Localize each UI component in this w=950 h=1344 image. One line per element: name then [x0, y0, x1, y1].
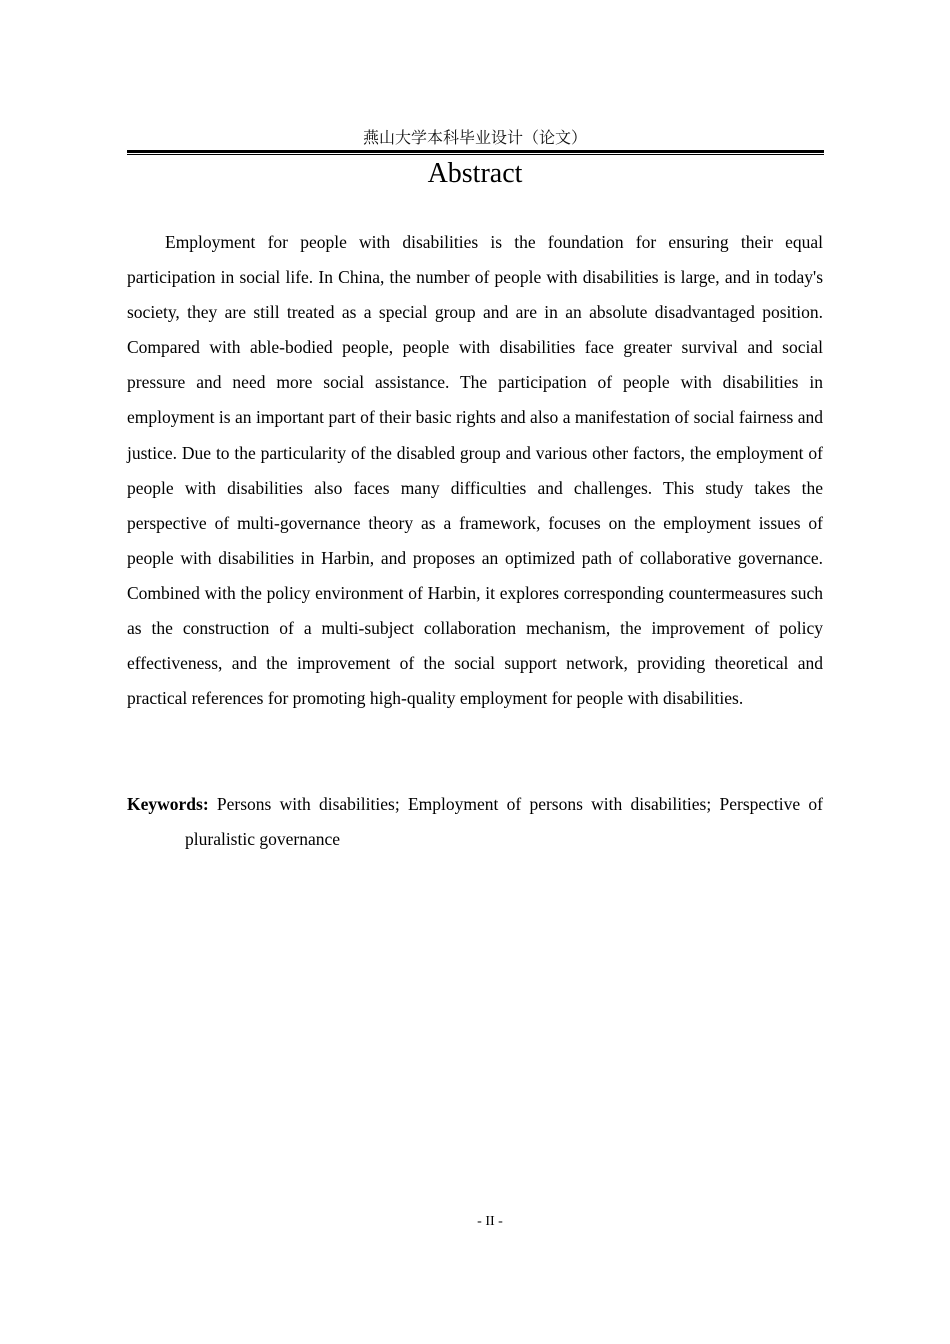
abstract-title: Abstract [427, 158, 523, 189]
keywords-text: Persons with disabilities; Employment of persons with disabilities; Perspective of pluralistic governance [185, 794, 823, 849]
page-number: - II - [477, 1214, 503, 1229]
keywords-line [127, 787, 823, 857]
keywords-label: Keywords: [127, 794, 209, 814]
running-header: 燕山大学本科毕业设计（论文） [362, 128, 587, 147]
header-rule-thick [127, 150, 824, 153]
abstract-paragraph: Employment for people with disabilities is the foundation for ensuring their equal participation in social life. In China, the number of people with disabilities is large, and in today's society, they are still treated as a special group and are in an absolute disadvantaged position. Compared with able-bodied people, people with disabilities face greater survival and social pressure and need more social assistance. The participation of people with disabilities in employment is an important part of their basic rights and also a manifestation of social fairness and justice. Due to the particularity of the disabled group and various other factors, the employment of people with disabilities also faces many difficulties and challenges. This study takes the perspective of multi-governance theory as a framework, focuses on the employment issues of people with disabilities in Harbin, and proposes an optimized path of collaborative governance. Combined with the policy environment of Harbin, it explores corresponding countermeasures such as the construction of a multi-subject collaboration mechanism, the improvement of policy effectiveness, and the improvement of the social support network, providing theoretical and practical references for promoting high-quality employment for people with disabilities. [127, 232, 823, 709]
